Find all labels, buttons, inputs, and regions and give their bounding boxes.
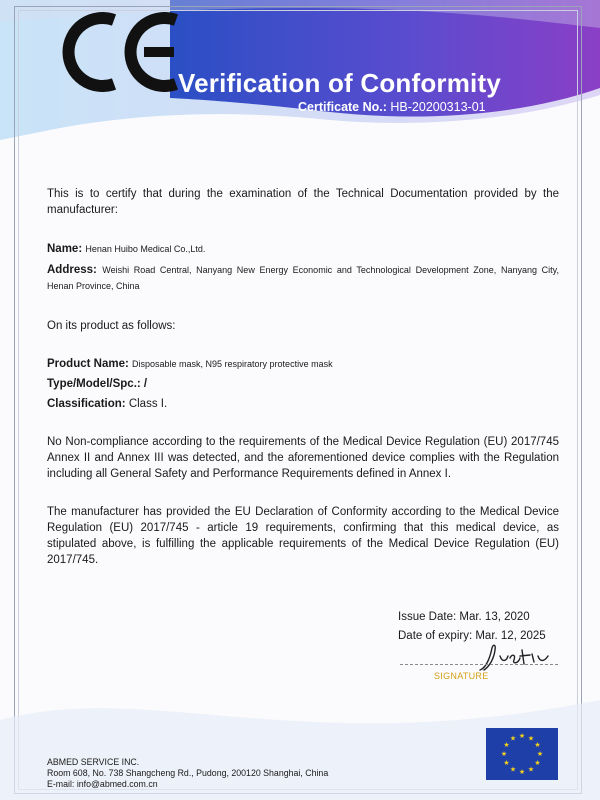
intro-text: This is to certify that during the examination of the Technical Documentation provided by the manufacturer: (47, 188, 559, 216)
svg-text:★: ★ (527, 765, 535, 774)
svg-text:★: ★ (509, 734, 517, 743)
issuer-company: ABMED SERVICE INC. (47, 757, 140, 767)
manufacturer-name-label: Name: (47, 243, 83, 255)
manufacturer-name-line (47, 241, 559, 257)
manufacturer-address-label: Address: (47, 264, 97, 276)
svg-text:★: ★ (534, 759, 541, 767)
certificate-title: Verification of Conformity (178, 68, 502, 98)
signature-line (400, 664, 558, 665)
issuer-footer (47, 757, 328, 790)
svg-text:★: ★ (518, 768, 526, 776)
manufacturer-address-line (47, 262, 559, 294)
eu-flag-icon (486, 728, 558, 780)
product-class-line (47, 396, 559, 412)
product-name-line (47, 356, 559, 372)
svg-text:★: ★ (503, 741, 510, 749)
declaration-paragraph: The manufacturer has provided the EU Declaration of Conformity according to the Medical Device Regulation (EU) 2017/745 - article 19 requirements, confirming that this medical device, as stipulated above, is fulfilling the applicable requirements of the Medical Device Regulation (EU) 2017/745. (47, 506, 559, 566)
manufacturer-address: Weishi Road Central, Nanyang New Energy Economic and Technological Development Zone, Nanyang City, Henan Province, China (47, 265, 559, 291)
product-name-label: Product Name: (47, 358, 129, 370)
issue-date: Issue Date: Mar. 13, 2020 (398, 611, 530, 623)
manufacturer-name: Henan Huibo Medical Co.,Ltd. (85, 244, 206, 254)
svg-text:★: ★ (534, 741, 541, 749)
compliance-paragraph: No Non-compliance according to the requirements of the Medical Device Regulation (EU) 2017/745 Annex II and Annex III was detected, and the aforementioned device complies with the Regulation including all General Safety and Performance Requirements defined in Annex I. (47, 436, 559, 480)
product-type-label: Type/Model/Spc.: (47, 378, 141, 390)
signature-label: SIGNATURE (434, 671, 489, 681)
svg-text:★: ★ (503, 759, 510, 767)
svg-text:★: ★ (536, 750, 544, 758)
svg-text:★: ★ (518, 732, 526, 740)
product-name: Disposable mask, N95 respiratory protective mask (132, 359, 333, 369)
svg-text:★: ★ (527, 734, 535, 743)
issuer-address: Room 608, No. 738 Shangcheng Rd., Pudong, 200120 Shanghai, China (47, 768, 329, 778)
product-intro: On its product as follows: (47, 320, 176, 332)
product-type: / (143, 378, 148, 390)
certificate-number-value: HB-20200313-01 (390, 100, 486, 114)
product-class-label: Classification: (47, 398, 126, 410)
certificate-number-label: Certificate No.: (298, 100, 387, 114)
svg-text:★: ★ (509, 765, 517, 774)
svg-text:★: ★ (500, 750, 508, 758)
product-class: Class I. (128, 398, 168, 410)
expiry-date: Date of expiry: Mar. 12, 2025 (398, 630, 546, 642)
issuer-email: E-mail: info@abmed.com.cn (47, 779, 158, 789)
product-type-line (47, 376, 559, 392)
